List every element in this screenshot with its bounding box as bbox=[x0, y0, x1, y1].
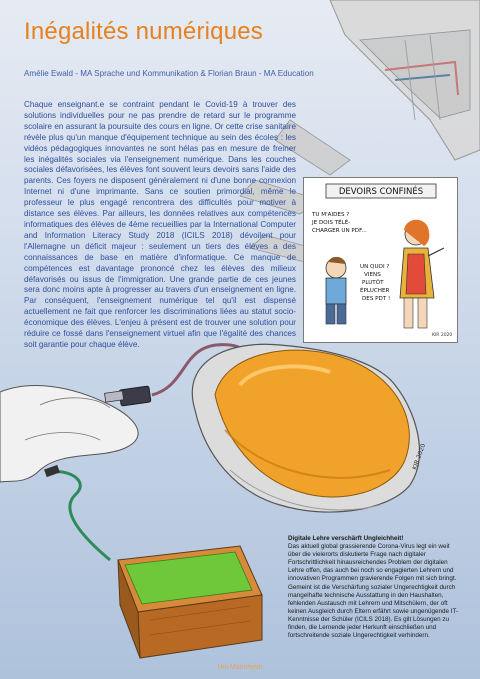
cartoon-panel bbox=[303, 177, 458, 343]
illustration-signature: KIR 2020 bbox=[411, 442, 428, 471]
child-speech-line-3: CHARGER UN PDF... bbox=[312, 228, 367, 234]
mother-speech-line-1: UN QUOI ? bbox=[360, 264, 390, 270]
footer-institution: Uni Mannheim bbox=[217, 664, 263, 671]
body-paragraph: Chaque enseignant.e se contraint pendant le Covid-19 à trouver des solutions individuelles pour ne pas prendre de retard sur le programme scolaire en assurant la poursuite des cours en ligne. Or cette crise sanitaire révèle plus qu'un manque d'équipement technique au sein des écoles : les vidéos pédagogiques innovantes ne sont hélas pas en mesure de freiner les inégalités sociales via l'enseignement numérique. Dans les couches sociales défavorisées, les élèves font souvent leurs devoirs sans l'aide des parents. Ces foyers ne disposent généralement ni d'une bonne connexion Internet ni d'une imprimante. Sans ce soutien primordial, même le professeur le plus engagé rencontrera des difficultés pour motiver à distance ses élèves. Par ailleurs, les données relatives aux compétences informatiques des élèves de 4ème recueillies par la International Computer and Information Literacy Study 2018 (ICILS 2018) dévoilent pour l'Allemagne un déficit majeur : seulement un tiers des élèves a des connaissances de base en matière d'informatique. Ce manque de compétences est davantage prononcé chez les élèves des milieux défavorisés ou issus de l'immigration. Une grande partie de ces jeunes sera donc moins apte à progresser au travers d'un enseignement en ligne. Par conséquent, l'enseignement numérique tel qu'il est dispensé actuellement ne fait que renforcer les discriminations liées au statut socio-économique des élèves. L'enjeu à présent est de trouver une solution pour réduire ce fossé dans l'enseignement virtuel afin que l'égalité des chances soit garantie pour chaque élève. bbox=[24, 100, 296, 349]
child-speech-line-1: TU M'AIDES ? bbox=[312, 212, 350, 218]
cartoon-drawing bbox=[304, 178, 457, 342]
cartoon-caption: DEVOIRS CONFINÉS bbox=[338, 187, 424, 197]
cable-plug-illustration bbox=[44, 465, 60, 477]
mother-speech-line-5: DES PDT ! bbox=[362, 296, 391, 302]
german-summary-heading: Digitale Lehre verschärft Ungleichheit! bbox=[288, 535, 404, 542]
mother-speech-line-2: VIENS bbox=[364, 272, 381, 278]
mother-speech-line-3: PLUTÔT bbox=[362, 280, 384, 286]
mother-speech-line-4: ÉPLUCHER bbox=[360, 288, 390, 294]
child-speech-line-2: JE DOIS TÉLÉ- bbox=[312, 220, 351, 226]
page-title: Inégalités numériques bbox=[24, 18, 264, 45]
computer-mouse-illustration bbox=[192, 344, 419, 512]
german-summary-box bbox=[288, 535, 462, 640]
authors-line: Amélie Ewald - MA Sprache und Kommunikation & Florian Braun - MA Education bbox=[24, 69, 314, 78]
chip-illustration bbox=[118, 546, 262, 658]
green-cable-illustration bbox=[55, 472, 110, 560]
german-summary-text: Das aktuell global grassierende Corona-Virus legt ein weit über die vielerorts diskutierte Frage nach digitaler Fortschrittlichkeit hinausreichendes Problem der digitalen Lehre offen, das auch bei noch so engagierten Lehrern und innovativen Programmen gravierende Folgen mit sich bringt. Gemeint ist die Verschärfung sozialer Ungerechtigkeit durch mangelhafte technische Ausstattung in den Haushalten, fehlenden Austausch mit Lehrern und Mitschülern, der oft keinen Ausgleich durch Eltern erfährt sowie ungenügende IT-Kenntnisse der Schüler (ICILS 2018). Es gilt Lösungen zu finden, die Lernende jeder Herkunft einschließen und fortschreitende soziale Ungerechtigkeit verhindern. bbox=[288, 543, 459, 640]
cartoon-signature: KIR 2020 bbox=[432, 333, 453, 338]
